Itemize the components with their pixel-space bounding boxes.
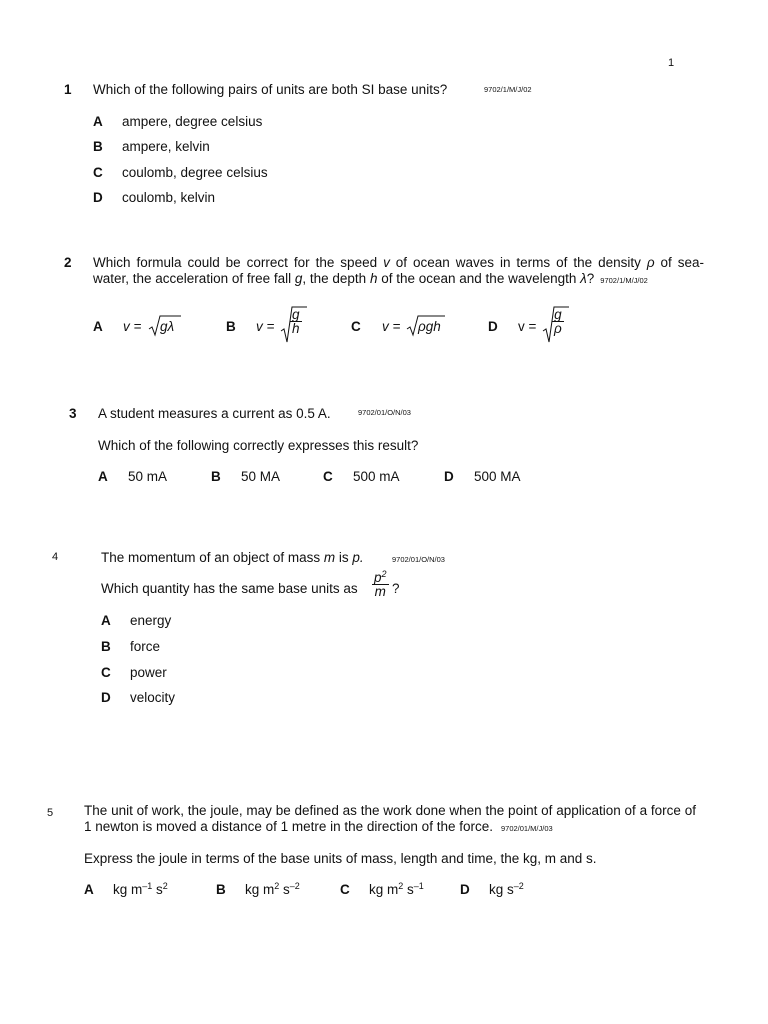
option-letter: C xyxy=(101,665,111,680)
formula-fraction: $\frac{g}{h}$ xyxy=(292,307,300,336)
question-prompt: Which of the following correctly expresses this result? xyxy=(98,438,419,453)
option-text: coulomb, degree celsius xyxy=(122,165,268,180)
formula-lhs: v = xyxy=(256,319,275,334)
option-letter: C xyxy=(93,165,103,180)
option-text: kg $m^2$ $s^{-1}$ xyxy=(369,881,424,897)
option-letter: B xyxy=(226,319,236,334)
question-reference: 9702/01/M/J/03 xyxy=(500,824,553,833)
formula-fraction: $\frac{g}{\rho}$ xyxy=(554,307,562,336)
option-text: energy xyxy=(130,613,172,628)
question-prompt: Express the joule in terms of the base units of mass, length and time, the kg, m and s. xyxy=(84,851,597,866)
question-number: 1 xyxy=(64,82,72,97)
option-letter: B xyxy=(93,139,103,154)
option-letter: A xyxy=(84,882,94,897)
prompt-end: ? xyxy=(392,581,400,596)
question-reference: 9702/1/M/J/02 xyxy=(484,85,532,94)
option-letter: D xyxy=(488,319,498,334)
option-text: kg $m^2$ $s^{-2}$ xyxy=(245,881,300,897)
question-number: 5 xyxy=(47,807,54,819)
page-number: 1 xyxy=(668,57,675,69)
question-reference: 9702/01/O/N/03 xyxy=(358,408,411,417)
question-text: A student measures a current as 0.5 A. xyxy=(98,406,331,421)
option-letter: D xyxy=(460,882,470,897)
option-letter: A xyxy=(93,319,103,334)
formula-lhs: v = xyxy=(382,319,401,334)
option-text: 500 MA xyxy=(474,469,521,484)
option-text: ampere, degree celsius xyxy=(122,114,263,129)
option-text: kg $m^{-1}$ $s^2$ xyxy=(113,881,168,897)
question-text: The unit of work, the joule, may be defined as the work done when the point of application of a force of 1 newton is moved a distance of 1 metre in the direction of the force. 9702/01/M/J/03 xyxy=(84,803,696,834)
question-reference: 9702/01/O/N/03 xyxy=(392,555,445,564)
option-letter: B xyxy=(211,469,221,484)
option-letter: B xyxy=(101,639,111,654)
option-letter: A xyxy=(93,114,103,129)
option-text: kg $s^{-2}$ xyxy=(489,881,524,897)
formula-lhs: v = xyxy=(518,319,537,334)
formula-radicand: ρgh xyxy=(418,319,441,334)
option-letter: A xyxy=(98,469,108,484)
option-text: 500 mA xyxy=(353,469,400,484)
question-number: 4 xyxy=(52,551,59,563)
option-letter: C xyxy=(323,469,333,484)
option-text: coulomb, kelvin xyxy=(122,190,216,205)
option-text: force xyxy=(130,639,161,654)
option-letter: A xyxy=(101,613,111,628)
option-text: 50 MA xyxy=(241,469,281,484)
option-text: power xyxy=(130,665,167,680)
question-text: Which of the following pairs of units are both SI base units? xyxy=(93,82,448,97)
option-letter: C xyxy=(351,319,361,334)
option-text: velocity xyxy=(130,690,176,705)
option-text: ampere, kelvin xyxy=(122,139,210,154)
prompt-fraction: $\frac{p^2}{m}$ xyxy=(374,569,387,599)
question-number: 2 xyxy=(64,255,72,270)
option-letter: D xyxy=(101,690,111,705)
option-letter: B xyxy=(216,882,226,897)
question-prompt: Which quantity has the same base units as xyxy=(101,581,358,596)
question-number: 3 xyxy=(69,406,77,421)
question-text: The momentum of an object of mass m is p. xyxy=(101,550,364,565)
option-text: 50 mA xyxy=(128,469,168,484)
option-letter: D xyxy=(444,469,454,484)
option-letter: D xyxy=(93,190,103,205)
question-reference: 9702/1/M/J/02 xyxy=(600,276,648,285)
question-text-line-2: water, the acceleration of free fall g, the depth h of the ocean and the wavelength λ? 9702/1/M/J/02 xyxy=(93,271,648,286)
formula-radicand: gλ xyxy=(160,319,175,334)
question-text-line-1: Which formula could be correct for the speed v of ocean waves in terms of the density ρ of sea- xyxy=(93,255,704,270)
formula-lhs: v = xyxy=(123,319,142,334)
option-letter: C xyxy=(340,882,350,897)
